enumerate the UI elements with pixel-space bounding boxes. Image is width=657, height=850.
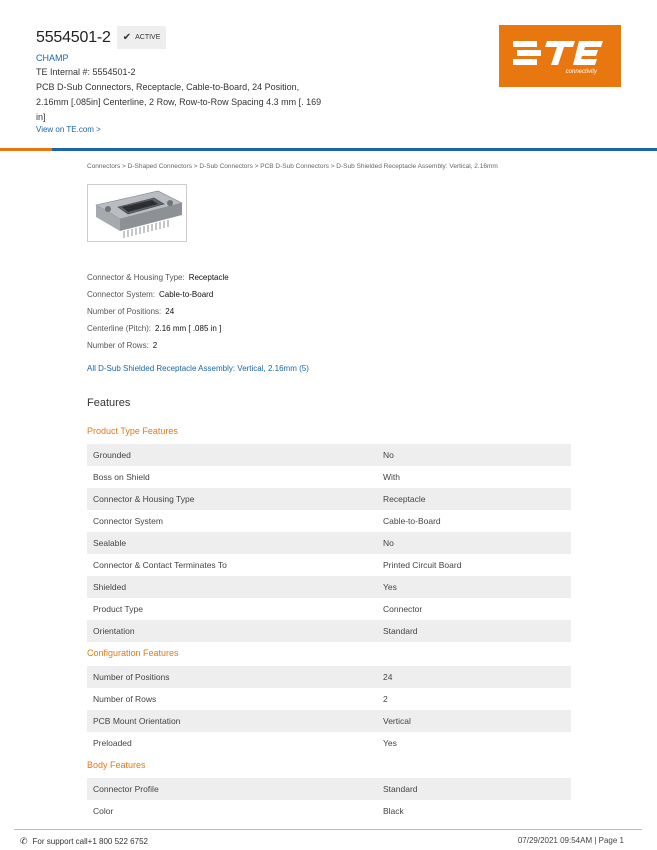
all-products-link[interactable]: All D-Sub Shielded Receptacle Assembly: Vertical, 2.16mm (5) bbox=[87, 364, 309, 373]
feature-row: Grounded No bbox=[87, 444, 571, 466]
logo-tagline: connectivity bbox=[565, 69, 597, 75]
feature-row: Connector & Housing Type Receptacle bbox=[87, 488, 571, 510]
product-image bbox=[87, 184, 187, 242]
feature-row: Connector Profile Standard bbox=[87, 778, 571, 800]
accent-rule-blue bbox=[52, 148, 657, 151]
part-number: 5554501-2 bbox=[36, 28, 111, 46]
group-title-body: Body Features bbox=[87, 760, 146, 770]
accent-rule-orange bbox=[0, 148, 52, 151]
feature-row: Connector & Contact Terminates To Printed Circuit Board bbox=[93, 560, 462, 570]
check-icon: ✔ bbox=[122, 32, 132, 43]
spec-positions: Number of Positions: 24 bbox=[87, 307, 175, 316]
status-label: ACTIVE bbox=[135, 34, 161, 41]
feature-row: Orientation Standard bbox=[87, 620, 571, 642]
support-line bbox=[20, 836, 148, 847]
feature-row: Preloaded Yes bbox=[93, 738, 397, 748]
phone-icon: ✆ bbox=[20, 836, 28, 846]
spec-connector-system: Connector System: Cable-to-Board bbox=[87, 290, 214, 299]
feature-row: Product Type Connector bbox=[93, 604, 423, 614]
feature-row: Number of Positions 24 bbox=[87, 666, 571, 688]
feature-row: Shielded Yes bbox=[87, 576, 571, 598]
title-row bbox=[36, 26, 166, 49]
breadcrumb[interactable]: Connectors > D-Shaped Connectors > D-Sub Connectors > PCB D-Sub Connectors > D-Sub Shielded Receptacle Assembly: Vertical, 2.16mm bbox=[87, 163, 498, 170]
te-logo-mark bbox=[499, 25, 621, 87]
status-badge bbox=[117, 26, 167, 49]
te-logo bbox=[499, 25, 621, 87]
spec-centerline: Centerline (Pitch): 2.16 mm [ .085 in ] bbox=[87, 324, 222, 333]
footer-date-page: 07/29/2021 09:54AM | Page 1 bbox=[517, 836, 624, 845]
view-on-te-link[interactable]: View on TE.com > bbox=[36, 125, 101, 134]
features-heading: Features bbox=[87, 397, 131, 409]
internal-number: TE Internal #: 5554501-2 bbox=[36, 67, 136, 77]
group-title-product-type: Product Type Features bbox=[87, 426, 178, 436]
feature-row: Boss on Shield With bbox=[93, 472, 400, 482]
feature-row: Sealable No bbox=[87, 532, 571, 554]
page-header bbox=[0, 0, 657, 148]
product-description: PCB D-Sub Connectors, Receptacle, Cable-to-Board, 24 Position, 2.16mm [.085in] Centerline, 2 Row, Row-to-Row Spacing 4.3 mm [. 169 in] bbox=[36, 82, 322, 122]
footer-divider bbox=[14, 829, 642, 830]
support-text: For support call+1 800 522 6752 bbox=[32, 837, 148, 846]
feature-row: PCB Mount Orientation Vertical bbox=[87, 710, 571, 732]
brand-link[interactable]: CHAMP bbox=[36, 53, 69, 63]
spec-housing-type: Connector & Housing Type: Receptacle bbox=[87, 273, 229, 282]
feature-row: Connector System Cable-to-Board bbox=[93, 516, 441, 526]
feature-row: Color Black bbox=[93, 806, 404, 816]
spec-rows: Number of Rows: 2 bbox=[87, 341, 158, 350]
group-title-configuration: Configuration Features bbox=[87, 648, 179, 658]
feature-groups bbox=[87, 425, 571, 822]
feature-row: Number of Rows 2 bbox=[93, 694, 388, 704]
key-specs bbox=[87, 273, 229, 358]
